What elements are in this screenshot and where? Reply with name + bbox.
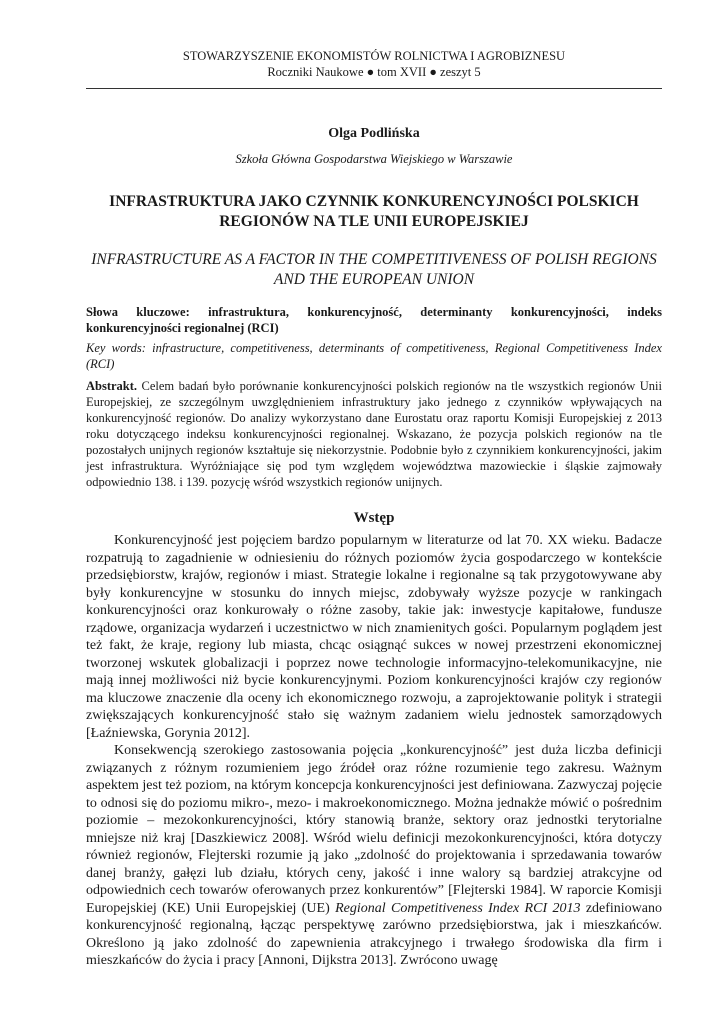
abstract [86, 378, 662, 490]
journal-issue: Roczniki Naukowe ● tom XVII ● zeszyt 5 [267, 65, 481, 79]
header-divider [86, 88, 662, 89]
journal-name: STOWARZYSZENIE EKONOMISTÓW ROLNICTWA I AGROBIZNESU [182, 49, 566, 63]
body-text [86, 532, 662, 970]
abstract-label: Abstrakt. [86, 379, 138, 393]
journal-header [86, 48, 662, 80]
title-polish: INFRASTRUKTURA JAKO CZYNNIK KONKURENCYJNOŚCI POLSKICH REGIONÓW NA TLE UNII EUROPEJSKIEJ [109, 193, 639, 230]
section-heading: Wstęp [353, 510, 395, 526]
keywords-english: Key words: infrastructure, competitiveness, determinants of competitiveness, Regional Competitiveness Index (RCI) [86, 341, 662, 371]
paragraph-text: zdefiniowano konkurencyjność regionalną, łącząc perspektywę zarówno przedsiębiorstwa, jak i mieszkańców. Określono ją jako zdolność do zapewnienia atrakcyjnego i trwałego środowiska dla firm i mieszkańców do życia i pracy [Annoni, Dijkstra 2013]. Zwrócono uwagę [86, 900, 663, 968]
title-english: INFRASTRUCTURE AS A FACTOR IN THE COMPETITIVENESS OF POLISH REGIONS AND THE EUROPEAN UNION [91, 251, 657, 288]
paragraph: Konkurencyjność jest pojęciem bardzo popularnym w literaturze od lat 70. XX wieku. Badacze rozpatrują to zagadnienie w odniesieniu do różnych poziomów życia gospodarczego w kontekście przedsiębiorstw, krajów, regionów i miast. Strategie lokalne i regionalne są tak przygotowywane aby były konkurencyjne w stosunku do innych miejsc, zdobywały wyższe pozycje w rankingach konkurencyjności oraz konkurowały o różne zasoby, takie jak: inwestycje kapitałowe, fundusze rządowe, organizacja wydarzeń i uczestnictwo w nich znamienitych gości. Popularnym poglądem jest też fakt, że kraje, regiony lub miasta, chcąc osiągnąć sukces w nowej przestrzeni ekonomicznej tworzonej wskutek globalizacji i poprzez nowe technologie informacyjno-telekomunikacyjne, nie mają innej możliwości niż bycie konkurencyjnymi. Poziom konkurencyjności krajów czy regionów ma kluczowe znaczenie dla oceny ich ekonomicznego rozwoju, a zaprojektowanie polityk i strategii zwiększających konkurencyjność stało się ważnym zadaniem wielu jednostek samorządowych [Łaźniewska, Gorynia 2012]. [86, 533, 662, 741]
abstract-text: Celem badań było porównanie konkurencyjności polskich regionów na tle wszystkich regionów Unii Europejskiej, ze szczególnym uwzględnieniem infrastruktury jako jednego z czynników wpływających na konkurencyjność regionów. Do analizy wykorzystano dane Eurostatu oraz raportu Komisji Europejskiej z 2013 roku dotyczącego indeksu konkurencyjności regionalnej. Wskazano, że pozycja polskich regionów na tle pozostałych unijnych regionów kształtuje się niekorzystnie. Podobnie było z czynnikiem konkurencyjności, jakim jest infrastruktura. Wyróżniające się pod tym względem województwa mazowieckie i śląskie zajmowały odpowiednio 138. i 139. pozycję wśród wszystkich regionów unijnych. [86, 379, 663, 489]
paragraph [86, 742, 662, 970]
keywords-polish: Słowa kluczowe: infrastruktura, konkurencyjność, determinanty konkurencyjności, indeks konkurencyjności regionalnej (RCI) [86, 305, 662, 335]
paragraph-text: Konsekwencją szerokiego zastosowania pojęcia „konkurencyjność” jest duża liczba definicji związanych z różnym rozumieniem jego źródeł oraz różne rozumienie tego zakresu. Ważnym aspektem jest też poziom, na którym koncepcja konkurencyjności jest definiowana. Zazwyczaj pojęcie to odnosi się do poziomu mikro-, mezo- i makroekonomicznego. Można jednakże mówić o pośrednim poziomie – mezokonkurencyjności, który stanowią branże, sektory oraz jednostki terytorialne mniejsze niż kraj [Daszkiewicz 2008]. Wśród wielu definicji mezokonkurencyjności, która dotyczy również regionów, Flejterski rozumie ją jako „zdolność do projektowania i sprzedawania towarów danej branży, gałęzi lub działu, których ceny, jakość i inne walory są bardziej atrakcyjne od odpowiednich cech towarów oferowanych przez konkurentów” [Flejterski 1984]. W raporcie Komisji Europejskiej (KE) Unii Europejskiej (UE) [86, 743, 662, 916]
author-name: Olga Podlińska [328, 126, 420, 141]
report-title: Regional Competitiveness Index RCI 2013 [335, 900, 581, 916]
author-affiliation: Szkoła Główna Gospodarstwa Wiejskiego w Warszawie [235, 152, 513, 166]
